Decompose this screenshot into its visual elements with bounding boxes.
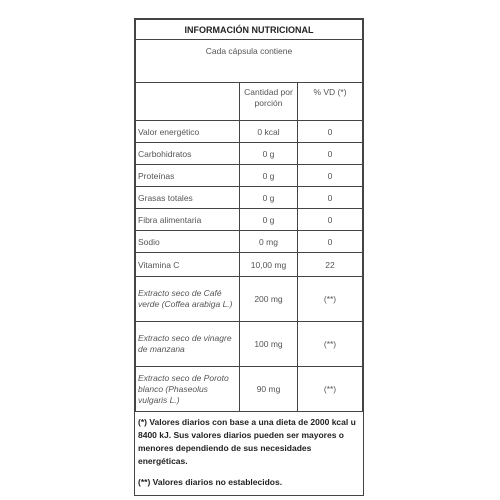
table-row (136, 231, 363, 253)
footnotes (135, 412, 363, 495)
nutrient-name: Proteínas (136, 165, 240, 187)
table-subtitle-row (136, 40, 363, 83)
nutrient-vd: 22 (298, 253, 363, 277)
table-row (136, 121, 363, 143)
nutrient-vd: 0 (298, 231, 363, 253)
extract-vd: (**) (298, 277, 363, 322)
extract-name: Extracto seco de vinagre de manzana (136, 322, 240, 367)
table-row (136, 253, 363, 277)
nutrient-vd: 0 (298, 209, 363, 231)
nutrient-name: Fibra alimentaria (136, 209, 240, 231)
nutrient-amount: 10,00 mg (240, 253, 298, 277)
nutrient-name: Carbohidratos (136, 143, 240, 165)
extract-amount: 200 mg (240, 277, 298, 322)
table-row (136, 143, 363, 165)
column-header-empty (136, 83, 240, 121)
column-header-amount: Cantidad por porción (240, 83, 298, 121)
extract-amount: 90 mg (240, 367, 298, 412)
footnote-daily-values: (*) Valores diarios con base a una dieta de 2000 kcal u 8400 kJ. Sus valores diarios pueden ser mayores o menores dependiendo de sus necesidades energéticas. (138, 417, 356, 466)
nutrient-amount: 0 mg (240, 231, 298, 253)
column-header-vd: % VD (*) (298, 83, 363, 121)
table-subtitle: Cada cápsula contiene (136, 40, 363, 83)
nutrient-vd: 0 (298, 187, 363, 209)
extract-name: Extracto seco de Poroto blanco (Phaseolus vulgaris L.) (136, 367, 240, 412)
table-row (136, 277, 363, 322)
extract-amount: 100 mg (240, 322, 298, 367)
nutrient-vd: 0 (298, 121, 363, 143)
nutrient-amount: 0 g (240, 187, 298, 209)
extract-vd: (**) (298, 322, 363, 367)
table-title: INFORMACIÓN NUTRICIONAL (136, 20, 363, 40)
nutrient-amount: 0 g (240, 209, 298, 231)
nutrient-amount: 0 g (240, 143, 298, 165)
nutrient-vd: 0 (298, 165, 363, 187)
table-title-row (136, 20, 363, 40)
column-header-row (136, 83, 363, 121)
extract-name: Extracto seco de Café verde (Coffea arabiga L.) (136, 277, 240, 322)
table-row (136, 187, 363, 209)
table-row (136, 209, 363, 231)
nutrient-name: Grasas totales (136, 187, 240, 209)
footnote-not-established: (**) Valores diarios no establecidos. (138, 477, 283, 487)
table-row (136, 322, 363, 367)
nutrient-vd: 0 (298, 143, 363, 165)
nutrient-name: Sodio (136, 231, 240, 253)
nutrient-name: Vitamina C (136, 253, 240, 277)
nutrient-name: Valor energético (136, 121, 240, 143)
nutrition-facts-panel (134, 18, 364, 496)
table-row (136, 165, 363, 187)
nutrition-table (135, 19, 363, 412)
nutrient-amount: 0 kcal (240, 121, 298, 143)
table-row (136, 367, 363, 412)
extract-vd: (**) (298, 367, 363, 412)
nutrient-amount: 0 g (240, 165, 298, 187)
